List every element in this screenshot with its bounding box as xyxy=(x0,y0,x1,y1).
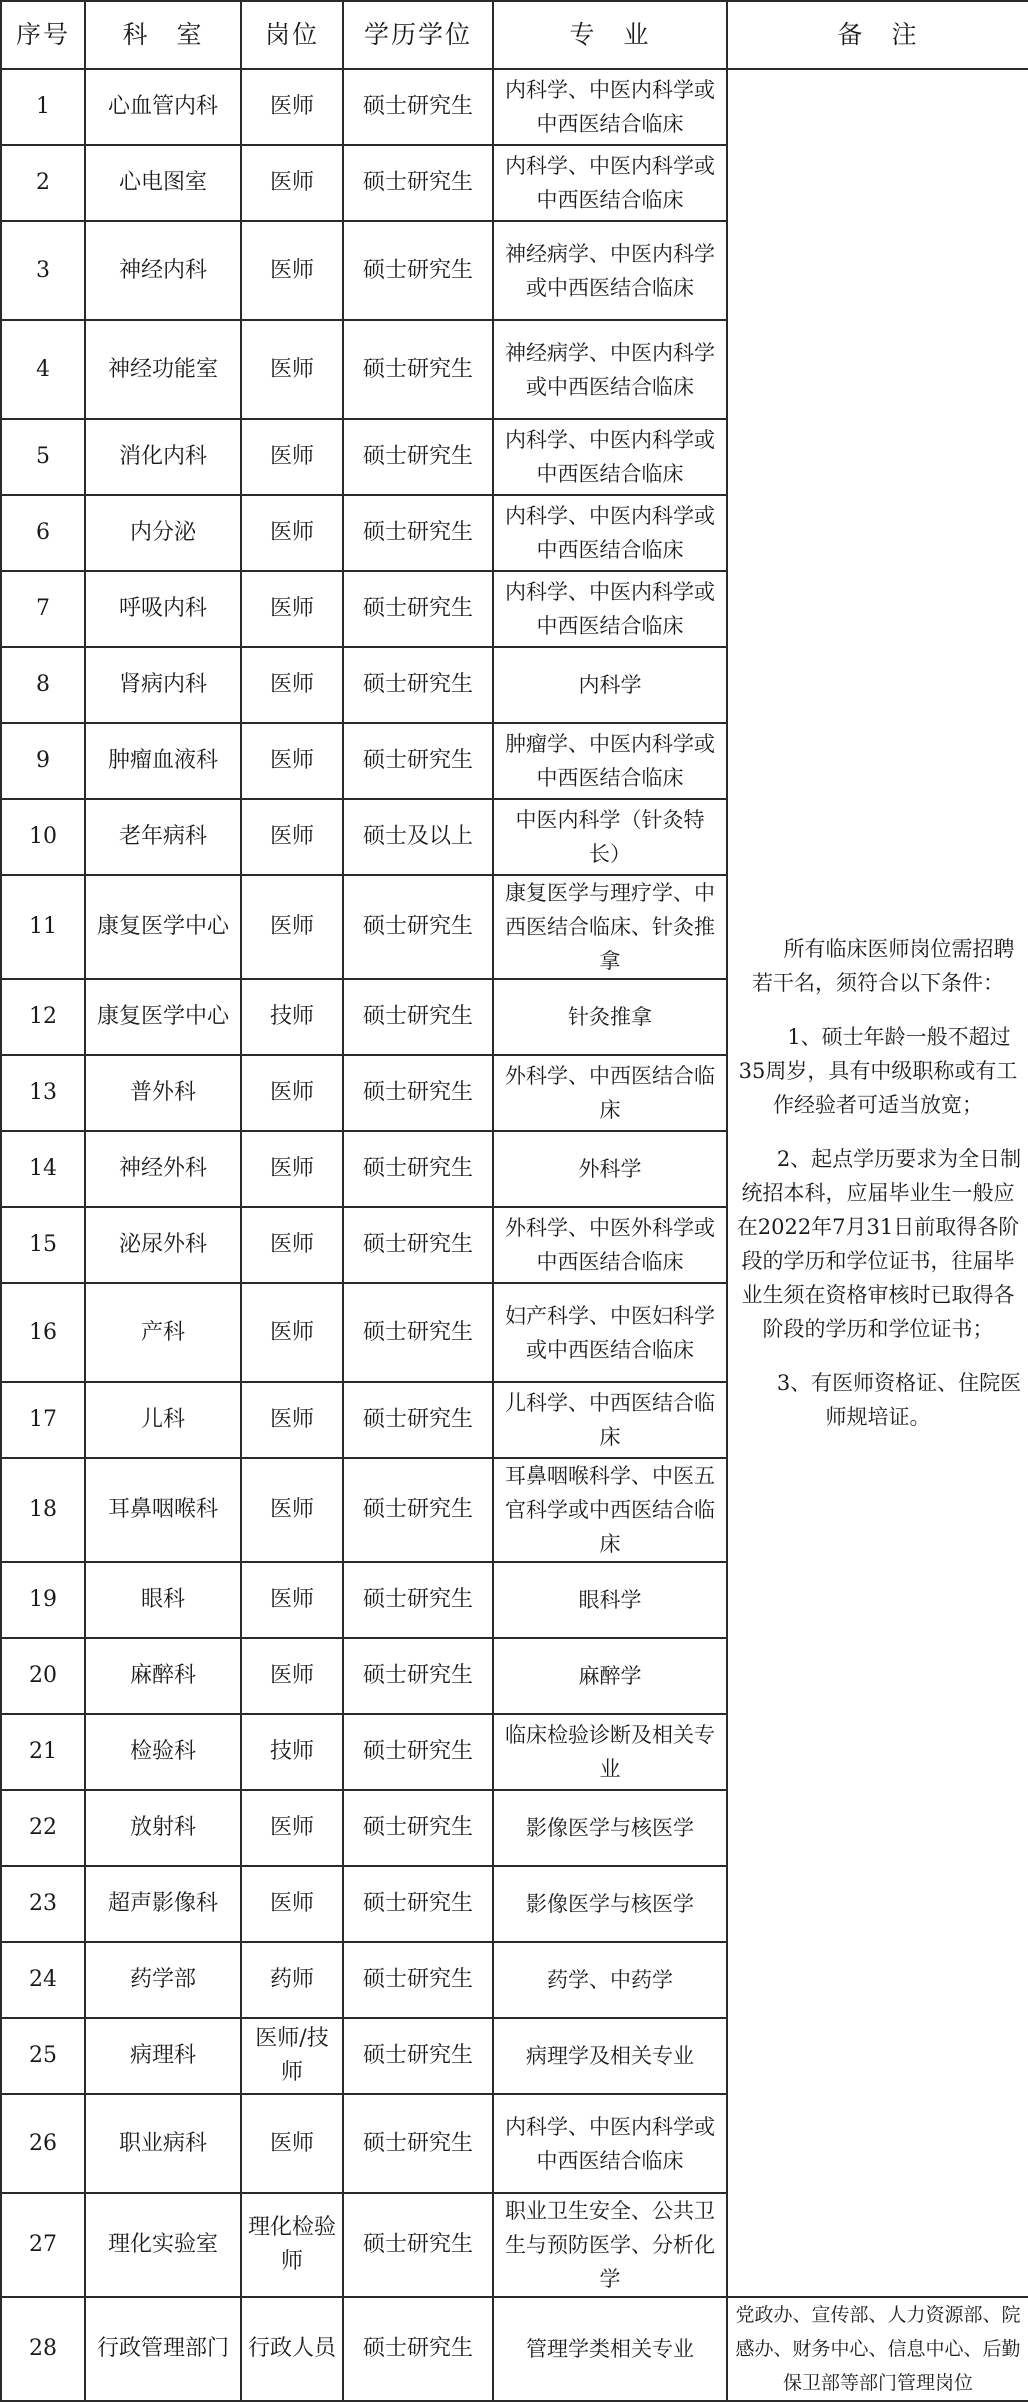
cell-major: 外科学、中西医结合临床 xyxy=(493,1055,727,1131)
table-body xyxy=(1,69,1028,2401)
cell-department: 检验科 xyxy=(85,1714,241,1790)
cell-major: 内科学、中医内科学或中西医结合临床 xyxy=(493,2094,727,2193)
cell-index: 7 xyxy=(1,571,85,647)
header-index: 序号 xyxy=(1,1,85,69)
cell-major: 影像医学与核医学 xyxy=(493,1866,727,1942)
cell-degree: 硕士研究生 xyxy=(343,145,493,221)
cell-degree: 硕士研究生 xyxy=(343,2297,493,2401)
cell-department: 普外科 xyxy=(85,1055,241,1131)
cell-department: 老年病科 xyxy=(85,799,241,875)
cell-major: 外科学 xyxy=(493,1131,727,1207)
cell-department: 心血管内科 xyxy=(85,69,241,145)
cell-degree: 硕士研究生 xyxy=(343,1382,493,1458)
header-remark: 备 注 xyxy=(727,1,1028,69)
cell-post: 医师 xyxy=(241,1790,343,1866)
cell-degree: 硕士研究生 xyxy=(343,2094,493,2193)
cell-major: 神经病学、中医内科学或中西医结合临床 xyxy=(493,320,727,419)
cell-post: 医师 xyxy=(241,495,343,571)
cell-index: 6 xyxy=(1,495,85,571)
cell-degree: 硕士研究生 xyxy=(343,221,493,320)
cell-degree: 硕士研究生 xyxy=(343,723,493,799)
cell-degree: 硕士研究生 xyxy=(343,1207,493,1283)
cell-index: 23 xyxy=(1,1866,85,1942)
cell-degree: 硕士研究生 xyxy=(343,979,493,1055)
cell-department: 产科 xyxy=(85,1283,241,1382)
cell-degree: 硕士研究生 xyxy=(343,1055,493,1131)
cell-major: 内科学、中医内科学或中西医结合临床 xyxy=(493,419,727,495)
cell-degree: 硕士研究生 xyxy=(343,647,493,723)
cell-department: 理化实验室 xyxy=(85,2193,241,2297)
cell-index: 16 xyxy=(1,1283,85,1382)
cell-post: 医师 xyxy=(241,419,343,495)
cell-degree: 硕士研究生 xyxy=(343,1942,493,2018)
cell-department: 行政管理部门 xyxy=(85,2297,241,2401)
cell-degree: 硕士研究生 xyxy=(343,571,493,647)
table-row xyxy=(1,69,1028,145)
header-department: 科 室 xyxy=(85,1,241,69)
cell-department: 心电图室 xyxy=(85,145,241,221)
cell-major: 中医内科学（针灸特长） xyxy=(493,799,727,875)
cell-index: 19 xyxy=(1,1562,85,1638)
cell-degree: 硕士研究生 xyxy=(343,2018,493,2094)
cell-major: 内科学、中医内科学或中西医结合临床 xyxy=(493,145,727,221)
cell-degree: 硕士研究生 xyxy=(343,1866,493,1942)
header-degree: 学历学位 xyxy=(343,1,493,69)
cell-index: 24 xyxy=(1,1942,85,2018)
cell-department: 消化内科 xyxy=(85,419,241,495)
cell-department: 神经功能室 xyxy=(85,320,241,419)
cell-department: 神经外科 xyxy=(85,1131,241,1207)
cell-degree: 硕士研究生 xyxy=(343,1131,493,1207)
cell-post: 医师 xyxy=(241,1562,343,1638)
cell-post: 医师 xyxy=(241,320,343,419)
cell-degree: 硕士研究生 xyxy=(343,1458,493,1562)
cell-index: 4 xyxy=(1,320,85,419)
cell-post: 药师 xyxy=(241,1942,343,2018)
cell-post: 医师 xyxy=(241,221,343,320)
cell-index: 17 xyxy=(1,1382,85,1458)
cell-index: 27 xyxy=(1,2193,85,2297)
cell-department: 超声影像科 xyxy=(85,1866,241,1942)
cell-degree: 硕士研究生 xyxy=(343,875,493,979)
cell-department: 康复医学中心 xyxy=(85,979,241,1055)
table-row xyxy=(1,2297,1028,2401)
cell-major: 针灸推拿 xyxy=(493,979,727,1055)
cell-major: 管理学类相关专业 xyxy=(493,2297,727,2401)
cell-department: 康复医学中心 xyxy=(85,875,241,979)
cell-index: 12 xyxy=(1,979,85,1055)
cell-index: 26 xyxy=(1,2094,85,2193)
cell-index: 18 xyxy=(1,1458,85,1562)
cell-department: 麻醉科 xyxy=(85,1638,241,1714)
cell-post: 医师 xyxy=(241,1207,343,1283)
header-post: 岗位 xyxy=(241,1,343,69)
remark-paragraph: 1、硕士年龄一般不超过35周岁，具有中级职称或有工作经验者可适当放宽； xyxy=(738,1025,1018,1117)
cell-major: 康复医学与理疗学、中西医结合临床、针灸推拿 xyxy=(493,875,727,979)
cell-department: 病理科 xyxy=(85,2018,241,2094)
cell-major: 眼科学 xyxy=(493,1562,727,1638)
remark-paragraph: 3、有医师资格证、住院医师规培证。 xyxy=(776,1371,1022,1429)
cell-post: 医师 xyxy=(241,1382,343,1458)
cell-major: 肿瘤学、中医内科学或中西医结合临床 xyxy=(493,723,727,799)
cell-department: 肿瘤血液科 xyxy=(85,723,241,799)
cell-degree: 硕士研究生 xyxy=(343,320,493,419)
cell-major: 儿科学、中西医结合临床 xyxy=(493,1382,727,1458)
cell-degree: 硕士研究生 xyxy=(343,2193,493,2297)
cell-index: 13 xyxy=(1,1055,85,1131)
cell-post: 理化检验师 xyxy=(241,2193,343,2297)
cell-degree: 硕士研究生 xyxy=(343,69,493,145)
cell-index: 21 xyxy=(1,1714,85,1790)
cell-index: 15 xyxy=(1,1207,85,1283)
cell-department: 儿科 xyxy=(85,1382,241,1458)
cell-index: 11 xyxy=(1,875,85,979)
cell-index: 2 xyxy=(1,145,85,221)
cell-major: 外科学、中医外科学或中西医结合临床 xyxy=(493,1207,727,1283)
cell-major: 麻醉学 xyxy=(493,1638,727,1714)
cell-major: 妇产科学、中医妇科学或中西医结合临床 xyxy=(493,1283,727,1382)
cell-department: 耳鼻咽喉科 xyxy=(85,1458,241,1562)
cell-post: 医师 xyxy=(241,1866,343,1942)
cell-major: 药学、中药学 xyxy=(493,1942,727,2018)
remark-paragraph: 所有临床医师岗位需招聘若干名，须符合以下条件： xyxy=(752,937,1015,995)
cell-post: 医师 xyxy=(241,571,343,647)
cell-index: 10 xyxy=(1,799,85,875)
cell-index: 3 xyxy=(1,221,85,320)
cell-post: 医师 xyxy=(241,1055,343,1131)
cell-index: 5 xyxy=(1,419,85,495)
cell-major: 内科学、中医内科学或中西医结合临床 xyxy=(493,69,727,145)
cell-post: 医师 xyxy=(241,723,343,799)
cell-post: 行政人员 xyxy=(241,2297,343,2401)
cell-post: 医师/技师 xyxy=(241,2018,343,2094)
cell-post: 医师 xyxy=(241,875,343,979)
cell-department: 泌尿外科 xyxy=(85,1207,241,1283)
cell-major: 职业卫生安全、公共卫生与预防医学、分析化学 xyxy=(493,2193,727,2297)
cell-post: 医师 xyxy=(241,1638,343,1714)
remark-paragraph: 2、起点学历要求为全日制统招本科，应届毕业生一般应在2022年7月31日前取得各阶段的学历和学位证书，往届毕业生须在资格审核时已取得各阶段的学历和学位证书； xyxy=(736,1147,1022,1341)
cell-department: 内分泌 xyxy=(85,495,241,571)
cell-post: 医师 xyxy=(241,69,343,145)
cell-major: 病理学及相关专业 xyxy=(493,2018,727,2094)
cell-department: 呼吸内科 xyxy=(85,571,241,647)
cell-degree: 硕士研究生 xyxy=(343,1638,493,1714)
cell-degree: 硕士及以上 xyxy=(343,799,493,875)
cell-degree: 硕士研究生 xyxy=(343,1562,493,1638)
cell-post: 医师 xyxy=(241,1283,343,1382)
cell-major: 临床检验诊断及相关专业 xyxy=(493,1714,727,1790)
cell-degree: 硕士研究生 xyxy=(343,1714,493,1790)
cell-index: 25 xyxy=(1,2018,85,2094)
cell-index: 14 xyxy=(1,1131,85,1207)
cell-post: 医师 xyxy=(241,1458,343,1562)
cell-index: 22 xyxy=(1,1790,85,1866)
cell-index: 9 xyxy=(1,723,85,799)
header-major: 专 业 xyxy=(493,1,727,69)
cell-major: 内科学、中医内科学或中西医结合临床 xyxy=(493,495,727,571)
cell-post: 技师 xyxy=(241,1714,343,1790)
cell-post: 医师 xyxy=(241,647,343,723)
cell-major: 内科学 xyxy=(493,647,727,723)
cell-department: 眼科 xyxy=(85,1562,241,1638)
cell-index: 8 xyxy=(1,647,85,723)
cell-degree: 硕士研究生 xyxy=(343,1790,493,1866)
cell-department: 放射科 xyxy=(85,1790,241,1866)
cell-index: 28 xyxy=(1,2297,85,2401)
cell-degree: 硕士研究生 xyxy=(343,1283,493,1382)
cell-major: 神经病学、中医内科学或中西医结合临床 xyxy=(493,221,727,320)
cell-department: 药学部 xyxy=(85,1942,241,2018)
cell-post: 医师 xyxy=(241,1131,343,1207)
cell-post: 医师 xyxy=(241,799,343,875)
cell-degree: 硕士研究生 xyxy=(343,495,493,571)
cell-department: 肾病内科 xyxy=(85,647,241,723)
cell-department: 神经内科 xyxy=(85,221,241,320)
cell-major: 内科学、中医内科学或中西医结合临床 xyxy=(493,571,727,647)
cell-post: 技师 xyxy=(241,979,343,1055)
cell-post: 医师 xyxy=(241,145,343,221)
cell-major: 耳鼻咽喉科学、中医五官科学或中西医结合临床 xyxy=(493,1458,727,1562)
cell-index: 1 xyxy=(1,69,85,145)
cell-major: 影像医学与核医学 xyxy=(493,1790,727,1866)
remark-clinical xyxy=(727,69,1028,2297)
cell-index: 20 xyxy=(1,1638,85,1714)
cell-department: 职业病科 xyxy=(85,2094,241,2193)
cell-degree: 硕士研究生 xyxy=(343,419,493,495)
header-row xyxy=(1,1,1028,69)
cell-remark: 党政办、宣传部、人力资源部、院感办、财务中心、信息中心、后勤保卫部等部门管理岗位 xyxy=(727,2297,1028,2401)
cell-post: 医师 xyxy=(241,2094,343,2193)
